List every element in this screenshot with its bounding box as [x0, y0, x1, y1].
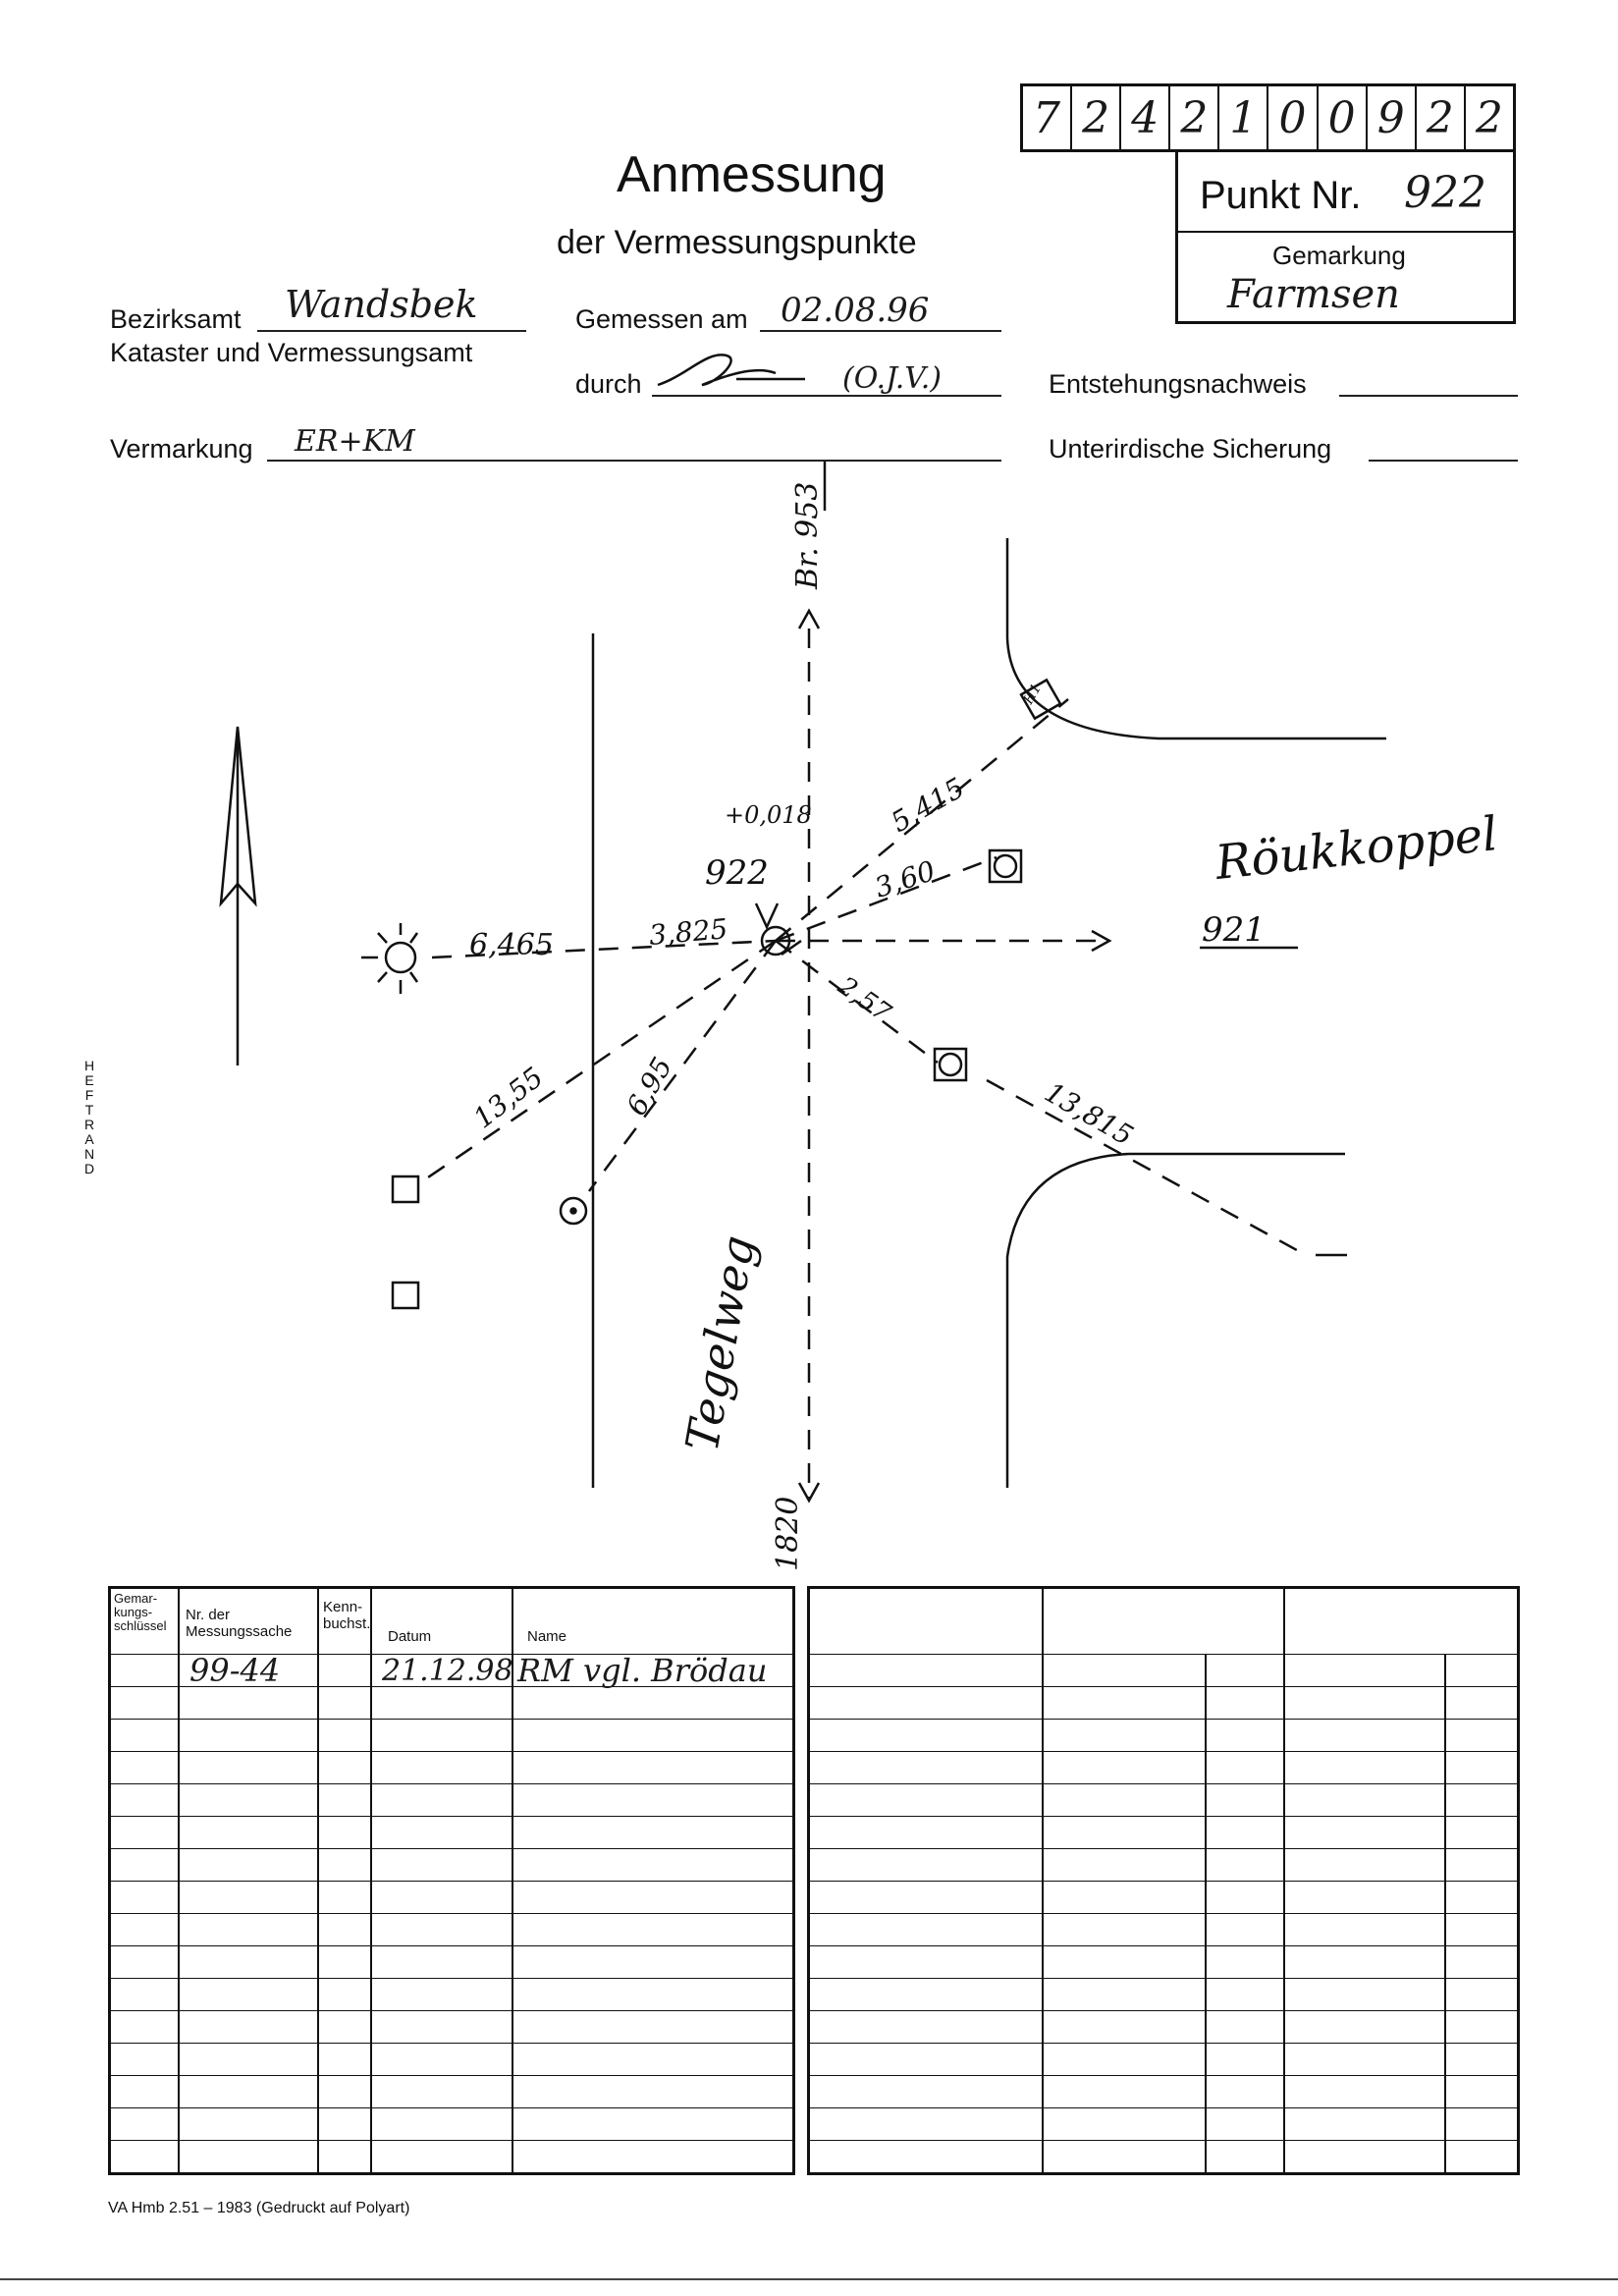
- gemessen-value: 02.08.96: [781, 291, 930, 330]
- distance-label: 5,415: [886, 771, 970, 840]
- label-roukkoppel: Röukkoppel: [1213, 806, 1500, 891]
- number-digit: 0: [1319, 86, 1368, 149]
- distance-label: 13,55: [466, 1061, 550, 1135]
- hydrant-marker-icon: [935, 1049, 966, 1080]
- table-cell-nr: 99-44: [189, 1652, 281, 1689]
- gemarkung-value: Farmsen: [1227, 272, 1400, 317]
- label-tegelweg: Tegelweg: [674, 1231, 766, 1455]
- record-table: [108, 1586, 795, 2175]
- number-digit: 2: [1170, 86, 1219, 149]
- punkt-label: Punkt Nr.: [1200, 174, 1362, 217]
- bezirksamt-label: Bezirksamt: [110, 304, 242, 334]
- gemarkung-label: Gemarkung: [1272, 241, 1406, 270]
- number-digit: 2: [1417, 86, 1466, 149]
- entstehung-label: Entstehungsnachweis: [1049, 369, 1307, 399]
- hydrant-marker-icon: [990, 850, 1021, 882]
- number-digit: 2: [1072, 86, 1121, 149]
- bezirksamt-value: Wandsbek: [285, 283, 478, 326]
- survey-sketch: [0, 462, 1618, 1581]
- heftrand-label: HEFTRAND: [83, 1058, 95, 1176]
- table-cell-name: RM vgl. Brödau: [517, 1652, 768, 1689]
- durch-label: durch: [575, 369, 642, 399]
- number-digit: 0: [1268, 86, 1318, 149]
- number-digit: 1: [1219, 86, 1268, 149]
- number-digit: 2: [1475, 92, 1503, 143]
- distance-label: +0,018: [725, 801, 812, 829]
- form-subtitle: der Vermessungspunkte: [557, 224, 917, 261]
- col-header-name: Name: [527, 1628, 567, 1645]
- number-digit: 7: [1023, 86, 1072, 149]
- measure-lines: [422, 629, 1306, 1498]
- punkt-value: 922: [1404, 168, 1486, 218]
- vermarkung-value: ER+KM: [295, 424, 415, 459]
- durch-value: (O.J.V.): [842, 361, 942, 396]
- gemessen-label: Gemessen am: [575, 304, 748, 334]
- point-number-box: [1020, 83, 1516, 152]
- north-arrow-icon: [221, 727, 255, 1066]
- table-cell-datum: 21.12.98: [382, 1654, 513, 1688]
- h1-label: H1: [1020, 681, 1046, 707]
- distance-label: 3,60: [870, 854, 940, 904]
- road-curb-top-right: [1007, 538, 1386, 738]
- record-table-right: [807, 1586, 1520, 2175]
- label-921: 921: [1202, 910, 1266, 950]
- durch-line: [652, 395, 1001, 397]
- punkt-box: [1175, 152, 1516, 324]
- sicherung-label: Unterirdische Sicherung: [1049, 434, 1332, 464]
- distance-label: 13,815: [1039, 1075, 1139, 1153]
- sun-marker-icon: [361, 923, 417, 994]
- gemessen-line: [760, 330, 1001, 332]
- bezirksamt-line: [257, 330, 526, 332]
- number-digit: 9: [1368, 86, 1417, 149]
- entstehung-line: [1339, 395, 1518, 397]
- distance-label: 6,95: [620, 1052, 679, 1121]
- label-br953: Br. 953: [790, 481, 825, 589]
- distance-label: 3,825: [647, 912, 729, 952]
- signature-mark: [648, 346, 815, 395]
- col-header-kenn: Kenn- buchst.: [323, 1599, 371, 1632]
- number-digit: 4: [1121, 86, 1170, 149]
- page-bottom-rule: [0, 2278, 1618, 2280]
- kataster-label: Kataster und Vermessungsamt: [110, 338, 473, 367]
- col-header-gemarkung: Gemar- kungs- schlüssel: [114, 1591, 167, 1633]
- square-marker-icon: [393, 1176, 418, 1202]
- vermarkung-label: Vermarkung: [110, 434, 253, 464]
- form-title: Anmessung: [617, 146, 887, 203]
- col-header-nr: Nr. der Messungssache: [186, 1607, 293, 1640]
- form-footer: VA Hmb 2.51 – 1983 (Gedruckt auf Polyart): [108, 2200, 410, 2216]
- distance-label: 2,57: [832, 971, 896, 1028]
- distance-label: 6,465: [469, 928, 554, 962]
- label-1820: 1820: [771, 1496, 805, 1571]
- square-marker-icon: [393, 1283, 418, 1308]
- label-922: 922: [705, 853, 769, 893]
- punkt-divider: [1178, 231, 1513, 233]
- col-header-datum: Datum: [388, 1628, 432, 1645]
- road-curb-bottom-right: [1007, 1154, 1345, 1488]
